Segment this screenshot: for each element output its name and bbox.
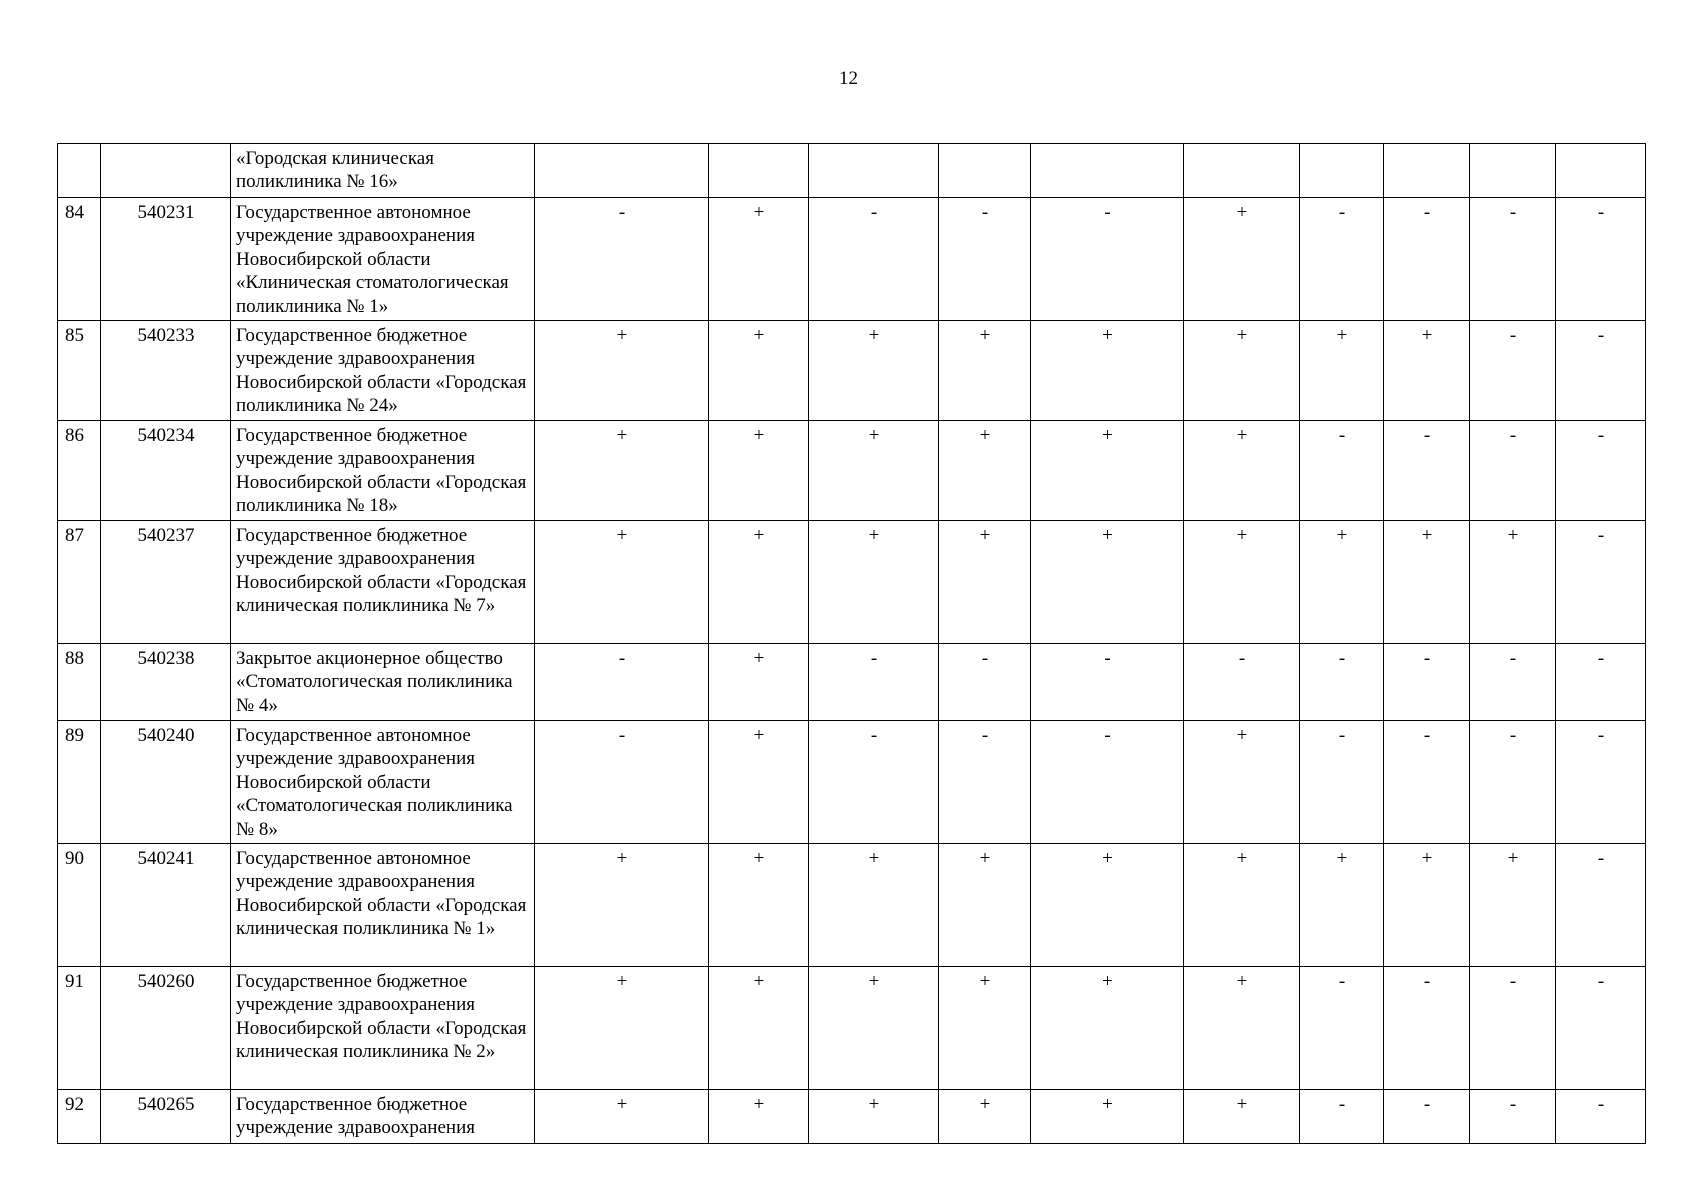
org-code-cell: 540233 [101,321,231,421]
mark-cell-9 [1470,144,1556,198]
mark-cell-8: + [1384,521,1470,644]
mark-cell-10: - [1556,1090,1646,1144]
mark-cell-3: + [809,844,939,967]
org-name-cell: Государственное бюджетное учреждение здравоохранения [231,1090,535,1144]
table-row [58,967,1646,1090]
mark-cell-4: - [939,644,1031,721]
mark-cell-2: + [709,644,809,721]
mark-cell-1: + [535,1090,709,1144]
mark-cell-7: + [1300,521,1384,644]
table-row [58,521,1646,644]
mark-cell-6: - [1184,644,1300,721]
mark-cell-10: - [1556,421,1646,521]
row-number-cell: 85 [58,321,101,421]
mark-cell-6: + [1184,967,1300,1090]
mark-cell-6: + [1184,844,1300,967]
mark-cell-9: - [1470,198,1556,321]
mark-cell-5: - [1031,721,1184,844]
org-code-cell [101,144,231,198]
mark-cell-2: + [709,1090,809,1144]
mark-cell-9: - [1470,967,1556,1090]
mark-cell-9: - [1470,321,1556,421]
org-code-cell: 540231 [101,198,231,321]
mark-cell-1: + [535,521,709,644]
mark-cell-1: - [535,721,709,844]
mark-cell-10: - [1556,644,1646,721]
row-number-cell: 86 [58,421,101,521]
table-row [58,844,1646,967]
mark-cell-6: + [1184,321,1300,421]
mark-cell-8: - [1384,644,1470,721]
row-number-cell: 90 [58,844,101,967]
org-name-cell: «Городская клиническая поликлиника № 16» [231,144,535,198]
mark-cell-4: + [939,421,1031,521]
table-row [58,144,1646,198]
mark-cell-10: - [1556,321,1646,421]
mark-cell-6: + [1184,421,1300,521]
mark-cell-8: + [1384,321,1470,421]
mark-cell-3: - [809,721,939,844]
mark-cell-3 [809,144,939,198]
mark-cell-8: - [1384,1090,1470,1144]
mark-cell-4 [939,144,1031,198]
mark-cell-6: + [1184,1090,1300,1144]
org-name-cell: Закрытое акционерное общество «Стоматологическая поликлиника № 4» [231,644,535,721]
mark-cell-9: + [1470,521,1556,644]
mark-cell-7: - [1300,967,1384,1090]
mark-cell-4: + [939,844,1031,967]
mark-cell-8: - [1384,198,1470,321]
mark-cell-10: - [1556,721,1646,844]
mark-cell-6: + [1184,198,1300,321]
mark-cell-5: + [1031,521,1184,644]
mark-cell-1: + [535,967,709,1090]
mark-cell-5: + [1031,421,1184,521]
table-row [58,421,1646,521]
table-row [58,721,1646,844]
mark-cell-4: + [939,1090,1031,1144]
mark-cell-5: + [1031,967,1184,1090]
mark-cell-2: + [709,844,809,967]
mark-cell-9: - [1470,644,1556,721]
mark-cell-3: + [809,521,939,644]
row-number-cell: 89 [58,721,101,844]
mark-cell-7: - [1300,721,1384,844]
row-number-cell: 87 [58,521,101,644]
mark-cell-4: - [939,721,1031,844]
table-row [58,644,1646,721]
mark-cell-10: - [1556,844,1646,967]
mark-cell-9: - [1470,721,1556,844]
mark-cell-8: - [1384,967,1470,1090]
mark-cell-5: + [1031,844,1184,967]
mark-cell-7: - [1300,1090,1384,1144]
org-name-cell: Государственное бюджетное учреждение здравоохранения Новосибирской области «Городская поликлиника № 18» [231,421,535,521]
mark-cell-3: + [809,321,939,421]
org-name-cell: Государственное автономное учреждение здравоохранения Новосибирской области «Городская клиническая поликлиника № 1» [231,844,535,967]
mark-cell-3: - [809,198,939,321]
mark-cell-2: + [709,521,809,644]
mark-cell-6: + [1184,721,1300,844]
mark-cell-4: + [939,967,1031,1090]
mark-cell-2 [709,144,809,198]
mark-cell-4: + [939,321,1031,421]
mark-cell-1: + [535,421,709,521]
mark-cell-2: + [709,321,809,421]
mark-cell-1: - [535,198,709,321]
mark-cell-3: - [809,644,939,721]
mark-cell-5: - [1031,644,1184,721]
org-code-cell: 540238 [101,644,231,721]
mark-cell-1: - [535,644,709,721]
mark-cell-9: - [1470,1090,1556,1144]
row-number-cell: 88 [58,644,101,721]
row-number-cell: 91 [58,967,101,1090]
mark-cell-6 [1184,144,1300,198]
organizations-table [57,143,1646,1144]
org-code-cell: 540260 [101,967,231,1090]
mark-cell-1: + [535,321,709,421]
mark-cell-7: + [1300,321,1384,421]
mark-cell-9: - [1470,421,1556,521]
mark-cell-8: + [1384,844,1470,967]
mark-cell-5: - [1031,198,1184,321]
mark-cell-10: - [1556,967,1646,1090]
mark-cell-2: + [709,967,809,1090]
row-number-cell: 92 [58,1090,101,1144]
org-name-cell: Государственное автономное учреждение здравоохранения Новосибирской области «Стоматологическая поликлиника № 8» [231,721,535,844]
org-name-cell: Государственное автономное учреждение здравоохранения Новосибирской области «Клиническая стоматологическая поликлиника № 1» [231,198,535,321]
mark-cell-2: + [709,198,809,321]
mark-cell-4: - [939,198,1031,321]
org-code-cell: 540241 [101,844,231,967]
mark-cell-1 [535,144,709,198]
mark-cell-10 [1556,144,1646,198]
mark-cell-7: - [1300,198,1384,321]
mark-cell-2: + [709,721,809,844]
mark-cell-7: - [1300,421,1384,521]
table-row [58,1090,1646,1144]
mark-cell-6: + [1184,521,1300,644]
org-code-cell: 540234 [101,421,231,521]
mark-cell-10: - [1556,521,1646,644]
row-number-cell: 84 [58,198,101,321]
mark-cell-3: + [809,1090,939,1144]
org-name-cell: Государственное бюджетное учреждение здравоохранения Новосибирской области «Городская клиническая поликлиника № 2» [231,967,535,1090]
mark-cell-7: - [1300,644,1384,721]
org-name-cell: Государственное бюджетное учреждение здравоохранения Новосибирской области «Городская поликлиника № 24» [231,321,535,421]
mark-cell-8: - [1384,421,1470,521]
mark-cell-5: + [1031,1090,1184,1144]
table-body [58,144,1646,1144]
mark-cell-4: + [939,521,1031,644]
mark-cell-10: - [1556,198,1646,321]
mark-cell-5: + [1031,321,1184,421]
table-row [58,321,1646,421]
mark-cell-3: + [809,967,939,1090]
mark-cell-8: - [1384,721,1470,844]
mark-cell-2: + [709,421,809,521]
mark-cell-8 [1384,144,1470,198]
mark-cell-1: + [535,844,709,967]
table-row [58,198,1646,321]
org-code-cell: 540240 [101,721,231,844]
page-number: 12 [839,68,858,89]
mark-cell-7: + [1300,844,1384,967]
mark-cell-3: + [809,421,939,521]
mark-cell-5 [1031,144,1184,198]
mark-cell-9: + [1470,844,1556,967]
org-code-cell: 540237 [101,521,231,644]
org-name-cell: Государственное бюджетное учреждение здравоохранения Новосибирской области «Городская клиническая поликлиника № 7» [231,521,535,644]
org-code-cell: 540265 [101,1090,231,1144]
mark-cell-7 [1300,144,1384,198]
row-number-cell [58,144,101,198]
